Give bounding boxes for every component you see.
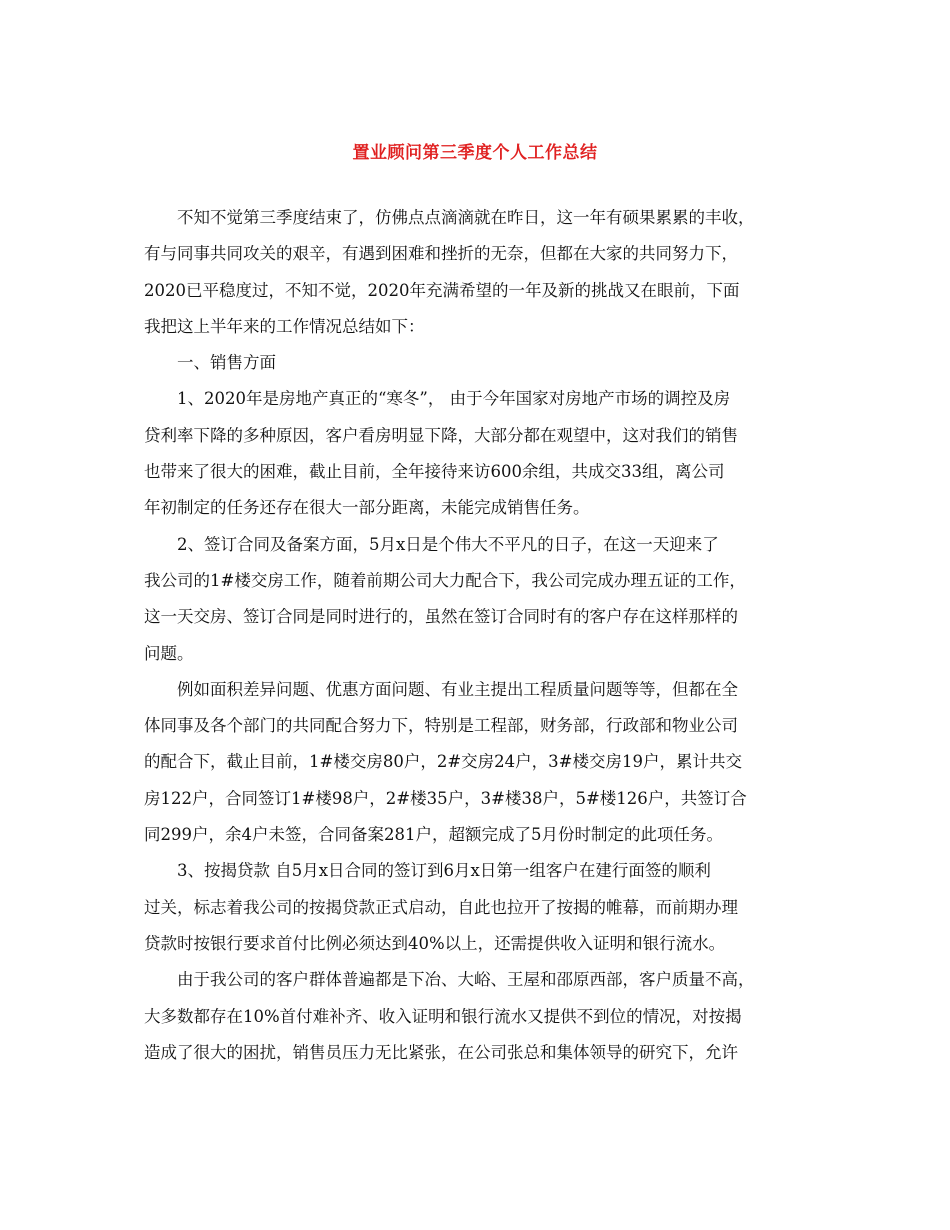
text-line: 3、按揭贷款 自5月x日合同的签订到6月x日第一组客户在建行面签的顺利 (177, 861, 711, 881)
text-line: 体同事及各个部门的共同配合努力下，特别是工程部，财务部，行政部和物业公司 (144, 716, 738, 736)
text-line: 大多数都存在10%首付难补齐、收入证明和银行流水又提供不到位的情况，对按揭 (144, 1006, 742, 1026)
text-line: 有与同事共同攻关的艰辛，有遇到困难和挫折的无奈，但都在大家的共同努力下， (144, 244, 738, 264)
text-line: 贷款时按银行要求首付比例必须达到40%以上，还需提供收入证明和银行流水。 (144, 933, 726, 953)
text-line: 我把这上半年来的工作情况总结如下： (144, 316, 425, 336)
text-line: 1、2020年是房地产真正的“寒冬”， 由于今年国家对房地产市场的调控及房 (177, 389, 731, 409)
text-line: 例如面积差异问题、优惠方面问题、有业主提出工程质量问题等等，但都在全 (177, 679, 738, 699)
text-line: 也带来了很大的困难，截止目前，全年接待来访600余组，共成交33组，离公司 (144, 462, 725, 482)
text-line: 一、销售方面 (177, 353, 276, 373)
text-line: 过关，标志着我公司的按揭贷款正式启动，自此也拉开了按揭的帷幕，而前期办理 (144, 897, 738, 917)
text-line: 同299户，余4户未签，合同备案281户，超额完成了5月份时制定的此项任务。 (144, 825, 723, 845)
text-line: 由于我公司的客户群体普遍都是下冶、大峪、王屋和邵原西部，客户质量不高， (177, 970, 755, 990)
text-line: 的配合下，截止目前，1#楼交房80户，2#交房24户，3#楼交房19户，累计共交 (144, 752, 742, 772)
text-line: 不知不觉第三季度结束了，仿佛点点滴滴就在昨日，这一年有硕果累累的丰收， (177, 208, 755, 227)
text-line: 2020已平稳度过，不知不觉，2020年充满希望的一年及新的挑战又在眼前，下面 (144, 280, 740, 300)
text-line: 2、签订合同及备案方面，5月x日是个伟大不平凡的日子，在这一天迎来了 (177, 534, 719, 554)
document-body (144, 200, 812, 1071)
text-line: 我公司的1#楼交房工作，随着前期公司大力配合下，我公司完成办理五证的工作， (144, 570, 746, 590)
text-line: 造成了很大的困扰，销售员压力无比紧张，在公司张总和集体领导的研究下，允许 (144, 1042, 738, 1062)
document-title: 置业顾问第三季度个人工作总结 (352, 143, 598, 163)
text-line: 年初制定的任务还存在很大一部分距离，未能完成销售任务。 (144, 498, 590, 518)
text-line: 问题。 (144, 643, 194, 663)
text-line: 贷利率下降的多种原因，客户看房明显下降，大部分都在观望中，这对我们的销售 (144, 425, 738, 445)
text-line: 这一天交房、签订合同是同时进行的，虽然在签订合同时有的客户存在这样那样的 (144, 607, 738, 627)
text-line: 房122户，合同签订1#楼98户，2#楼35户，3#楼38户，5#楼126户，共签订合 (144, 788, 747, 808)
